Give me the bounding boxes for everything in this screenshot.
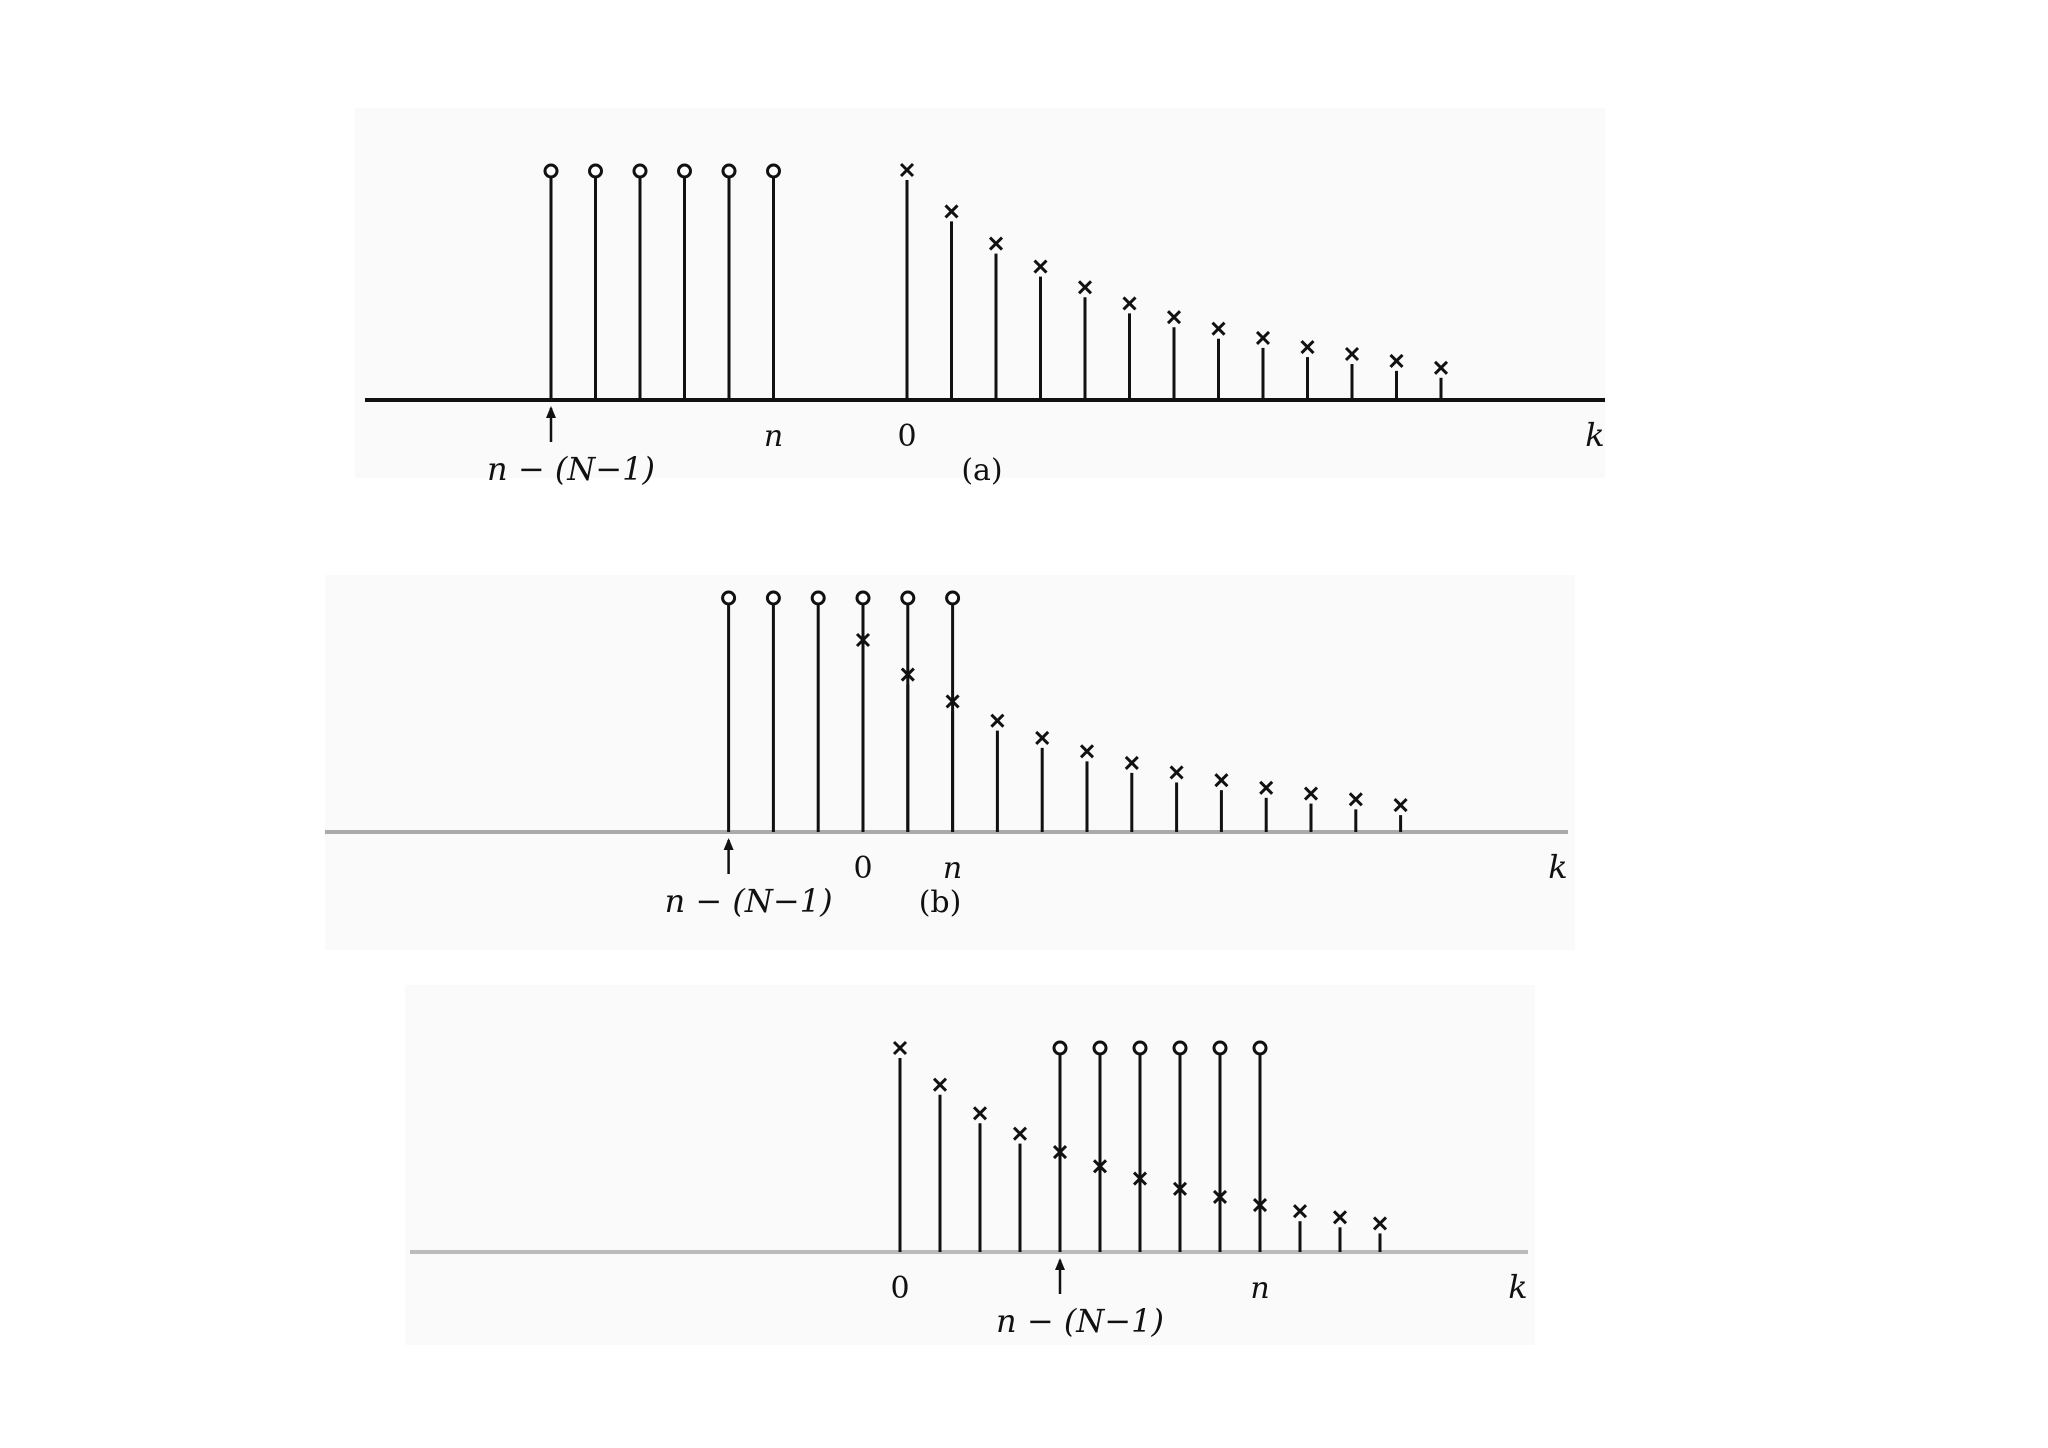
k-axis-label: k [1548,848,1568,886]
h-marker [767,592,779,604]
zero-tick-label: 0 [897,419,917,454]
window-start-label: n − (N−1) [996,1302,1164,1340]
h-marker [1054,1042,1066,1054]
n-tick-label: n [763,419,784,454]
window-start-label: n − (N−1) [664,882,833,920]
h-marker [723,165,735,177]
panel-background [405,985,1535,1345]
h-marker [857,592,869,604]
h-marker [812,592,824,604]
h-marker [634,165,646,177]
zero-tick-label: 0 [853,851,873,886]
h-marker [590,165,602,177]
h-marker [947,592,959,604]
panel-b [325,575,1575,950]
h-marker [902,592,914,604]
panel-caption: (a) [961,453,1003,488]
zero-tick-label: 0 [890,1271,910,1306]
h-marker [1134,1042,1146,1054]
panel-c [405,985,1535,1345]
h-marker [768,165,780,177]
n-tick-label: n [1250,1271,1270,1306]
k-axis-label: k [1508,1268,1528,1306]
panel-a [355,108,1605,488]
h-marker [1214,1042,1226,1054]
h-marker [1254,1042,1266,1054]
window-start-label: n − (N−1) [487,450,655,488]
h-marker [1094,1042,1106,1054]
h-marker [545,165,557,177]
h-marker [723,592,735,604]
panel-background [355,108,1605,478]
n-tick-label: n [942,851,963,886]
panel-caption: (b) [918,885,962,920]
h-marker [1174,1042,1186,1054]
k-axis-label: k [1585,416,1605,454]
h-marker [679,165,691,177]
